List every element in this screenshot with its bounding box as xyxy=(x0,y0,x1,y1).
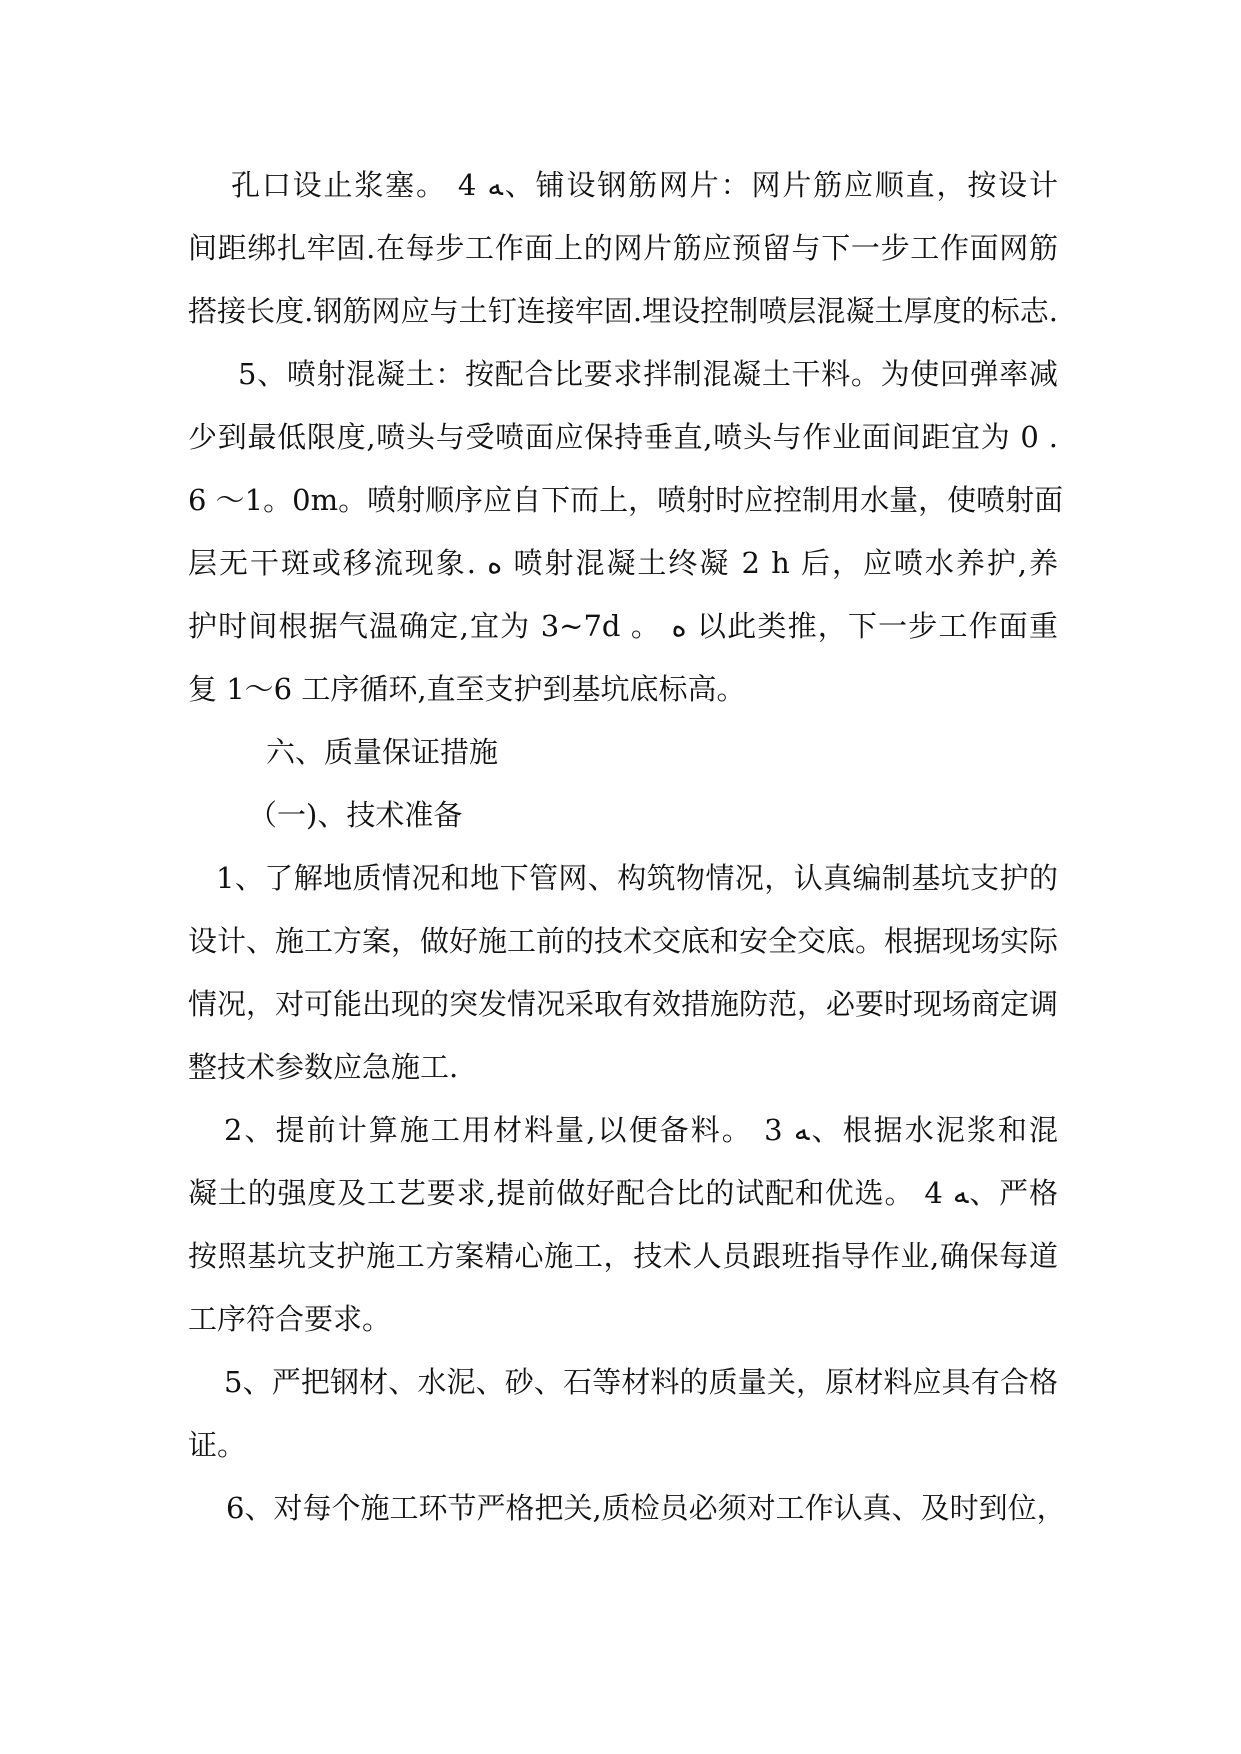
text-line: 按照基坑支护施工方案精心施工，技术人员跟班指导作业,确保每道 xyxy=(188,1239,1058,1273)
text-line: 证。 xyxy=(188,1428,247,1462)
text-line: 搭接长度.钢筋网应与土钉连接牢固.埋设控制喷层混凝土厚度的标志. xyxy=(188,294,1058,328)
text-line: 1、了解地质情况和地下管网、构筑物情况，认真编制基坑支护的 xyxy=(216,861,1058,895)
text-line: 复 1～6 工序循环,直至支护到基坑底标高。 xyxy=(188,672,746,706)
text-line: 间距绑扎牢固.在每步工作面上的网片筋应预留与下一步工作面网筋 xyxy=(188,231,1058,265)
text-line: 6 ～1。0m。喷射顺序应自下而上，喷射时应控制用水量，使喷射面 xyxy=(188,483,1064,517)
text-line: 护时间根据气温确定,宜为 3~7d 。 ﻩ 以此类推，下一步工作面重 xyxy=(188,609,1058,643)
document-body xyxy=(188,154,1066,1540)
text-line: 工序符合要求。 xyxy=(188,1302,392,1336)
subsection-heading: （一)、技术准备 xyxy=(248,798,463,832)
text-line: 5、喷射混凝土：按配合比要求拌制混凝土干料。为使回弹率减 xyxy=(238,357,1058,391)
text-line: 孔口设止浆塞。 4 ﻪ、铺设钢筋网片：网片筋应顺直，按设计 xyxy=(231,168,1058,202)
section-heading: 六、质量保证措施 xyxy=(266,735,499,769)
text-line: 5、严把钢材、水泥、砂、石等材料的质量关，原材料应具有合格 xyxy=(224,1365,1058,1399)
text-line: 凝土的强度及工艺要求,提前做好配合比的试配和优选。 4 ﻪ、严格 xyxy=(188,1176,1058,1210)
text-line: 层无干斑或移流现象. ﻩ 喷射混凝土终凝 2 h 后，应喷水养护,养 xyxy=(188,546,1058,580)
text-line: 设计、施工方案，做好施工前的技术交底和安全交底。根据现场实际 xyxy=(188,924,1059,958)
text-line: 6、对每个施工环节严格把关,质检员必须对工作认真、及时到位， xyxy=(226,1491,1066,1525)
text-line: 少到最低限度,喷头与受喷面应保持垂直,喷头与作业面间距宜为 0 . xyxy=(188,420,1058,454)
text-line: 情况，对可能出现的突发情况采取有效措施防范，必要时现场商定调 xyxy=(188,987,1059,1021)
text-line: 整技术参数应急施工. xyxy=(188,1050,459,1084)
text-line: 2、提前计算施工用材料量,以便备料。 3 ﻪ、根据水泥浆和混 xyxy=(224,1113,1058,1147)
